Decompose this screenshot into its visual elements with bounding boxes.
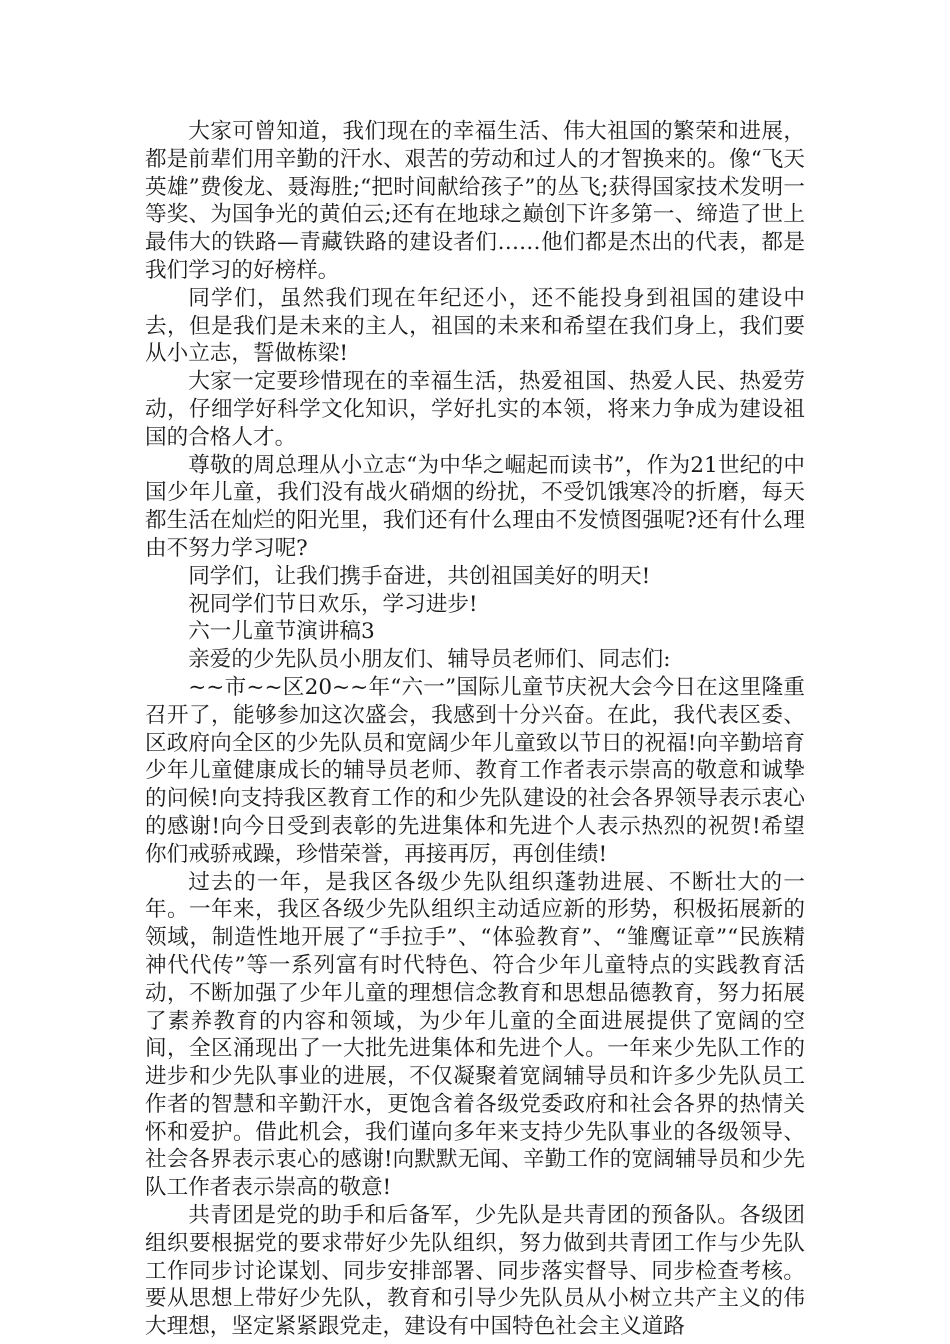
paragraph-11: 共青团是党的助手和后备军，少先队是共青团的预备队。各级团组织要根据党的要求带好少先队组织，努力做到共青团工作与少先队工作同步讨论谋划、同步安排部署、同步落实督导、同步检查考核。要从思想上带好少先队，教育和引导少先队员从小树立共产主义的伟大理想，坚定紧紧跟党走，建设有中国特色社会主义道路 — [145, 1203, 805, 1340]
paragraph-4: 尊敬的周总理从小立志“为中华之崛起而读书”，作为21世纪的中国少年儿童，我们没有战火硝烟的纷扰，不受饥饿寒冷的折磨，每天都生活在灿烂的阳光里，我们还有什么理由不发愤图强呢?还有什么理由不努力学习呢? — [145, 452, 805, 561]
salutation: 亲爱的少先队员小朋友们、辅导员老师们、同志们: — [188, 647, 671, 673]
section-heading: 六一儿童节演讲稿3 — [188, 619, 375, 645]
paragraph-6: 祝同学们节日欢乐，学习进步! — [188, 591, 478, 617]
paragraph-10: 过去的一年，是我区各级少先队组织蓬勃进展、不断壮大的一年。一年来，我区各级少先队组织主动适应新的形势，积极拓展新的领域，制造性地开展了“手拉手”、“体验教育”、“雏鹰证章”“民族精神代代传”等一系列富有时代特色、符合少年儿童特点的实践教育活动，不断加强了少年儿童的理想信念教育和思想品德教育，努力拓展了素养教育的内容和领域，为少年儿童的全面进展提供了宽阔的空间，全区涌现出了一大批先进集体和先进个人。一年来少先队工作的进步和少先队事业的进展，不仅凝聚着宽阔辅导员和许多少先队员工作者的智慧和辛勤汗水，更饱含着各级党委政府和社会各界的热情关怀和爱护。借此机会，我们谨向多年来支持少先队事业的各级领导、社会各界表示衷心的感谢!向默默无闻、辛勤工作的宽阔辅导员和少先队工作者表示崇高的敬意! — [145, 869, 805, 1201]
paragraph-1: 大家可曾知道，我们现在的幸福生活、伟大祖国的繁荣和进展，都是前辈们用辛勤的汗水、艰苦的劳动和过人的才智换来的。像“飞天英雄”费俊龙、聂海胜;“把时间献给孩子”的丛飞;获得国家技术发明一等奖、为国争光的黄伯云;还有在地球之巅创下许多第一、缔造了世上最伟大的铁路—青藏铁路的建设者们……他们都是杰出的代表，都是我们学习的好榜样。 — [145, 119, 805, 283]
paragraph-2: 同学们，虽然我们现在年纪还小，还不能投身到祖国的建设中去，但是我们是未来的主人，祖国的未来和希望在我们身上，我们要从小立志，誓做栋梁! — [145, 285, 805, 367]
document-body — [145, 118, 805, 1341]
paragraph-9: ~~市~~区20~~年“六一”国际儿童节庆祝大会今日在这里隆重召开了，能够参加这次盛会，我感到十分兴奋。在此，我代表区委、区政府向全区的少先队员和宽阔少年儿童致以节日的祝福!向辛勤培育少年儿童健康成长的辅导员老师、教育工作者表示崇高的敬意和诚挚的问候!向支持我区教育工作的和少先队建设的社会各界领导表示衷心的感谢!向今日受到表彰的先进集体和先进个人表示热烈的祝贺!希望你们戒骄戒躁，珍惜荣誉，再接再厉，再创佳绩! — [145, 674, 805, 867]
paragraph-5: 同学们，让我们携手奋进，共创祖国美好的明天! — [188, 563, 651, 589]
paragraph-3: 大家一定要珍惜现在的幸福生活，热爱祖国、热爱人民、热爱劳动，仔细学好科学文化知识，学好扎实的本领，将来力争成为建设祖国的合格人才。 — [145, 369, 805, 450]
